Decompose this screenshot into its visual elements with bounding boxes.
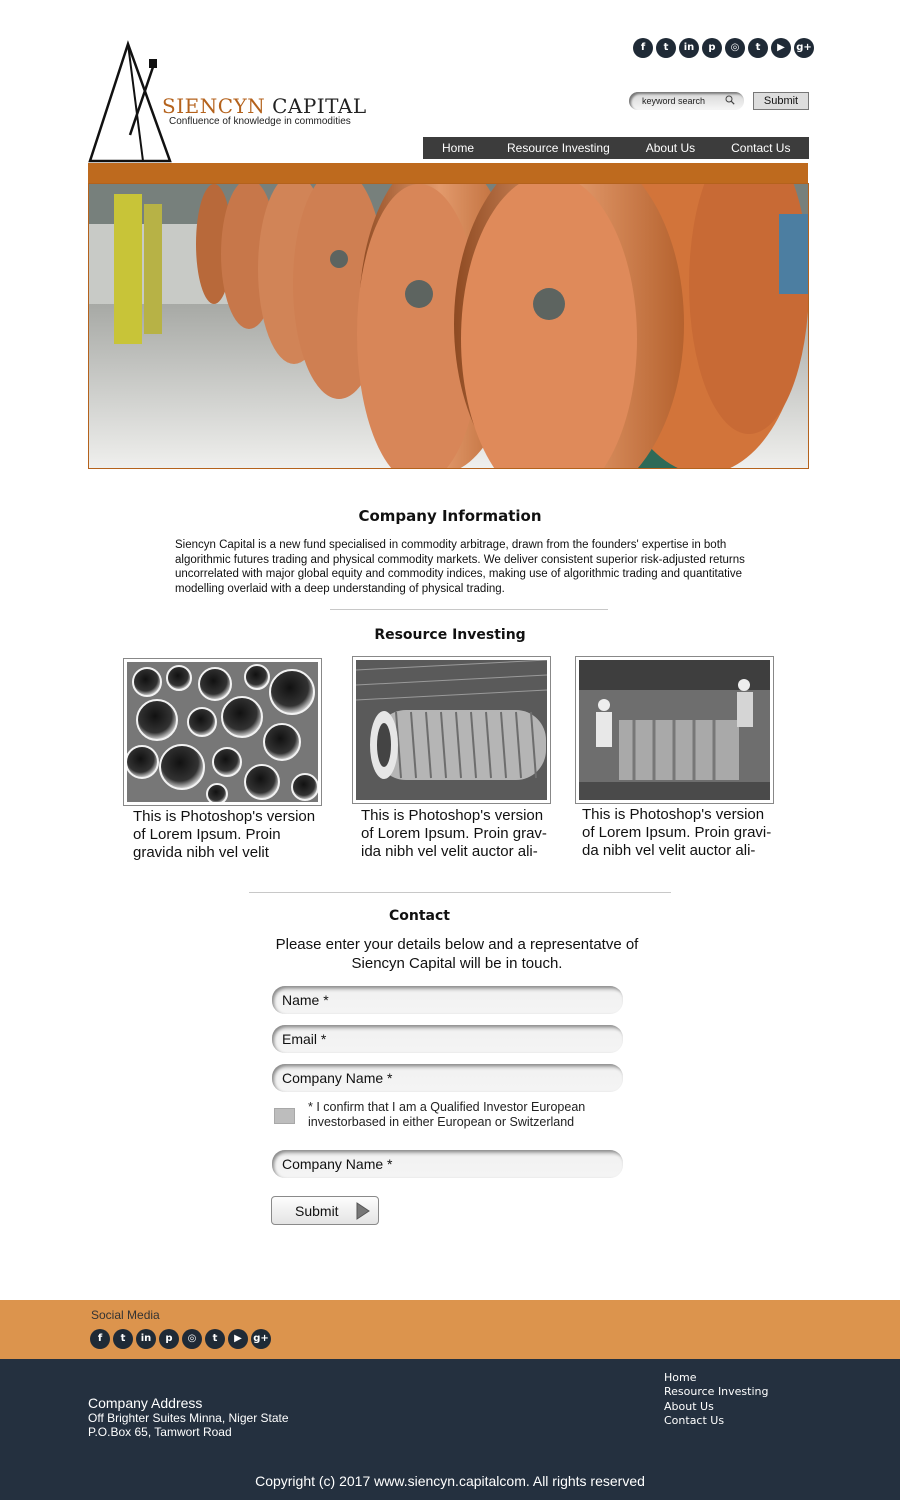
header-social-links: [633, 38, 814, 58]
qualified-investor-checkbox[interactable]: [274, 1108, 295, 1124]
tumblr-icon[interactable]: t: [205, 1329, 225, 1349]
resource-investing-heading: Resource Investing: [374, 627, 526, 643]
search-input[interactable]: [642, 96, 724, 106]
address-line-1: Off Brighter Suites Minna, Niger State: [88, 1411, 289, 1425]
email-field-wrapper: [272, 1025, 623, 1053]
googleplus-icon[interactable]: g+: [251, 1329, 271, 1349]
divider: [249, 892, 671, 893]
company-name-field-2[interactable]: [272, 1150, 623, 1178]
instagram-icon[interactable]: ◎: [725, 38, 745, 58]
address-title: Company Address: [88, 1395, 203, 1411]
brand-tagline: Confluence of knowledge in commodities: [169, 116, 351, 127]
pinterest-icon[interactable]: p: [159, 1329, 179, 1349]
tumblr-icon[interactable]: t: [748, 38, 768, 58]
footer-link-about-us[interactable]: About Us: [664, 1399, 714, 1413]
footer-link-contact-us[interactable]: Contact Us: [664, 1413, 725, 1427]
company-info-heading: Company Information: [358, 507, 542, 525]
qualified-investor-label: * I confirm that I am a Qualified Investor European investorbased in either European or Switzerland: [308, 1100, 586, 1129]
nav-contact-us[interactable]: Contact Us: [731, 141, 791, 155]
footer-link-home[interactable]: Home: [664, 1371, 697, 1384]
instagram-icon[interactable]: ◎: [182, 1329, 202, 1349]
resource-image-workers: [575, 656, 774, 804]
linkedin-icon[interactable]: in: [136, 1329, 156, 1349]
footer-social-links: [90, 1329, 271, 1349]
resource-caption-3: This is Photoshop's version of Lorem Ipsum. Proin gravi-da nibh vel velit auctor ali-: [582, 806, 772, 859]
resource-image-pipes: [123, 658, 322, 806]
address-line-2: P.O.Box 65, Tamwort Road: [88, 1425, 232, 1439]
resource-caption-2: This is Photoshop's version of Lorem Ipsum. Proin grav-ida nibh vel velit auctor ali-: [361, 807, 547, 860]
company-name-field-wrapper: [272, 1064, 623, 1092]
contact-heading: Contact: [389, 908, 450, 924]
search-submit-button[interactable]: Submit: [753, 92, 809, 110]
company-info-paragraph: Siencyn Capital is a new fund specialised in commodity arbitrage, drawn from the founders' expertise in both algorithmic futures trading and physical commodity markets. We deliver consistent superior risk-adjusted returns uncorrelated with major global equity and commodity indices, making use of algorithmic trading and quantitative modelling overlaid with a deep understanding of physical trading.: [175, 539, 745, 595]
copyright: Copyright (c) 2017 www.siencyn.capitalcom. All rights reserved: [255, 1473, 645, 1489]
facebook-icon[interactable]: f: [90, 1329, 110, 1349]
email-field[interactable]: [272, 1025, 623, 1053]
twitter-icon[interactable]: t: [656, 38, 676, 58]
footer-links: [664, 1371, 769, 1428]
submit-label: Submit: [295, 1203, 339, 1219]
contact-intro: Please enter your details below and a representatve of Siencyn Capital will be in touch.: [275, 936, 639, 972]
play-arrow-icon: [356, 1202, 370, 1220]
footer-link-resource-investing[interactable]: Resource Investing: [664, 1385, 769, 1399]
nav-resource-investing[interactable]: Resource Investing: [507, 141, 610, 155]
hero-image-copper-spools: [88, 183, 809, 469]
facebook-icon[interactable]: f: [633, 38, 653, 58]
company-name-field[interactable]: [272, 1064, 623, 1092]
youtube-icon[interactable]: ▶: [228, 1329, 248, 1349]
pinterest-icon[interactable]: p: [702, 38, 722, 58]
resource-image-coils: [352, 656, 551, 804]
social-media-label: Social Media: [91, 1308, 160, 1322]
contact-submit-button[interactable]: [271, 1196, 379, 1225]
googleplus-icon[interactable]: g+: [794, 38, 814, 58]
twitter-icon[interactable]: t: [113, 1329, 133, 1349]
main-nav: [423, 137, 809, 159]
linkedin-icon[interactable]: in: [679, 38, 699, 58]
brand-name: SIENCYN CAPITAL: [162, 94, 367, 118]
resource-caption-1: This is Photoshop's version of Lorem Ipsum. Proin gravida nibh vel velit: [133, 808, 316, 861]
accent-bar: [88, 163, 808, 183]
nav-about-us[interactable]: About Us: [645, 141, 696, 155]
divider: [330, 609, 608, 610]
company-name-field-2-wrapper: [272, 1150, 623, 1178]
nav-home[interactable]: Home: [442, 141, 475, 155]
search-icon[interactable]: [725, 95, 735, 105]
name-field[interactable]: [272, 986, 623, 1014]
youtube-icon[interactable]: ▶: [771, 38, 791, 58]
site-logo[interactable]: [88, 40, 378, 166]
search-box[interactable]: [629, 92, 744, 110]
name-field-wrapper: [272, 986, 623, 1014]
